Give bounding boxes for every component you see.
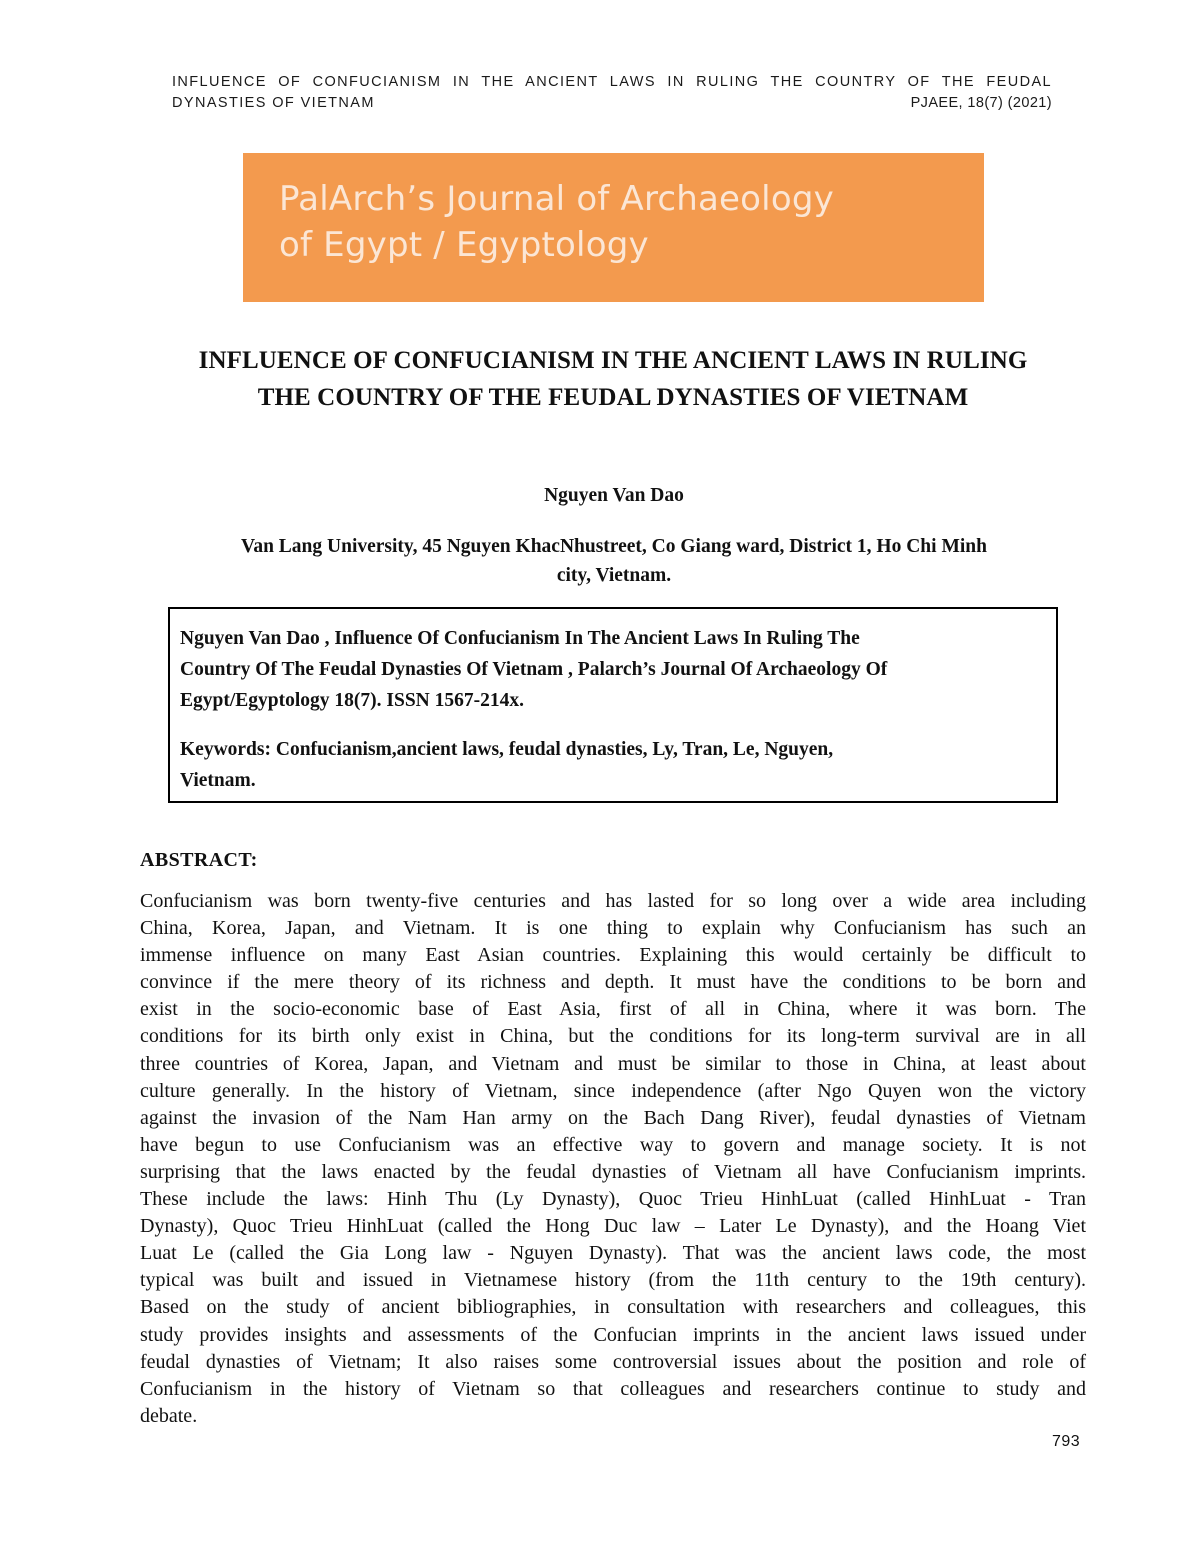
abstract-line: conditions for its birth only exist in China, but the conditions for its long-term survival are in all [140,1025,1086,1048]
paper-title-line1: INFLUENCE OF CONFUCIANISM IN THE ANCIENT LAWS IN RULING [198,347,1028,374]
keywords [180,734,1042,796]
abstract-line: Confucianism was born twenty-five centuries and has lasted for so long over a wide area including [140,890,1086,912]
abstract-line: feudal dynasties of Vietnam; It also raises some controversial issues about the position and role of [140,1350,1086,1373]
citation-box [168,607,1058,803]
abstract-line: have begun to use Confucianism was an effective way to govern and manage society. It is not [140,1133,1086,1156]
abstract-line: culture generally. In the history of Vietnam, since independence (after Ngo Quyen won the victory [140,1079,1086,1102]
running-head-short-title: DYNASTIES OF VIETNAM [172,95,375,111]
author-affiliation [150,532,1078,590]
abstract-line: These include the laws: Hinh Thu (Ly Dynasty), Quoc Trieu HinhLuat (called HinhLuat - Tran [140,1188,1086,1211]
author-name: Nguyen Van Dao [544,485,684,506]
abstract-line: debate. [140,1404,198,1427]
abstract-body [140,888,1086,1430]
abstract-line: exist in the socio-economic base of East Asia, first of all in China, where it was born. The [140,998,1086,1021]
citation-line: Egypt/Egyptology 18(7). ISSN 1567-214x. [180,690,524,711]
paper-title [100,342,1126,416]
journal-banner-line1: PalArch’s Journal of Archaeology [279,179,834,219]
abstract-line: Dynasty), Quoc Trieu HinhLuat (called the Hong Duc law – Later Le Dynasty), and the Hoang Viet [140,1215,1086,1238]
running-head [172,72,1052,114]
abstract-line: typical was built and issued in Vietnamese history (from the 11th century to the 19th century). [140,1269,1086,1292]
abstract-line: against the invasion of the Nam Han army on the Bach Dang River), feudal dynasties of Vietnam [140,1106,1086,1129]
running-head-journal-ref: PJAEE, 18(7) (2021) [910,95,1052,111]
abstract-line: Confucianism in the history of Vietnam so that colleagues and researchers continue to study and [140,1377,1086,1400]
paper-title-line2: THE COUNTRY OF THE FEUDAL DYNASTIES OF VIETNAM [257,384,969,411]
abstract-line: immense influence on many East Asian countries. Explaining this would certainly be difficult to [140,944,1086,967]
citation-line: Country Of The Feudal Dynasties Of Vietnam , Palarch’s Journal Of Archaeology Of [180,659,888,680]
abstract-line: three countries of Korea, Japan, and Vietnam and must be similar to those in China, at least about [140,1052,1086,1075]
affiliation-line1: Van Lang University, 45 Nguyen KhacNhustreet, Co Giang ward, District 1, Ho Chi Minh [241,536,987,557]
abstract-line: Based on the study of ancient bibliographies, in consultation with researchers and colleagues, this [140,1296,1086,1319]
keywords-line: Keywords: Confucianism,ancient laws, feudal dynasties, Ly, Tran, Le, Nguyen, [180,739,834,760]
citation-text [180,623,1042,716]
page-number: 793 [1052,1433,1081,1450]
citation-line: Nguyen Van Dao , Influence Of Confucianism In The Ancient Laws In Ruling The [180,628,860,649]
abstract-line: convince if the mere theory of its richness and depth. It must have the conditions to be born and [140,971,1086,994]
running-head-line1: INFLUENCE OF CONFUCIANISM IN THE ANCIENT LAWS IN RULING THE COUNTRY OF THE FEUDAL [172,74,1052,90]
journal-banner [243,153,984,302]
journal-banner-text [279,176,834,268]
affiliation-line2: city, Vietnam. [556,565,672,586]
running-head-line2 [172,93,1052,114]
abstract-line: surprising that the laws enacted by the feudal dynasties of Vietnam all have Confucianism imprints. [140,1160,1086,1183]
abstract-line: China, Korea, Japan, and Vietnam. It is one thing to explain why Confucianism has such an [140,917,1086,940]
abstract-line: Luat Le (called the Gia Long law - Nguyen Dynasty). That was the ancient laws code, the most [140,1242,1086,1265]
keywords-line: Vietnam. [180,770,256,791]
abstract-heading: ABSTRACT: [140,849,258,871]
abstract-line: study provides insights and assessments of the Confucian imprints in the ancient laws issued under [140,1323,1086,1346]
journal-banner-line2: of Egypt / Egyptology [279,225,649,265]
